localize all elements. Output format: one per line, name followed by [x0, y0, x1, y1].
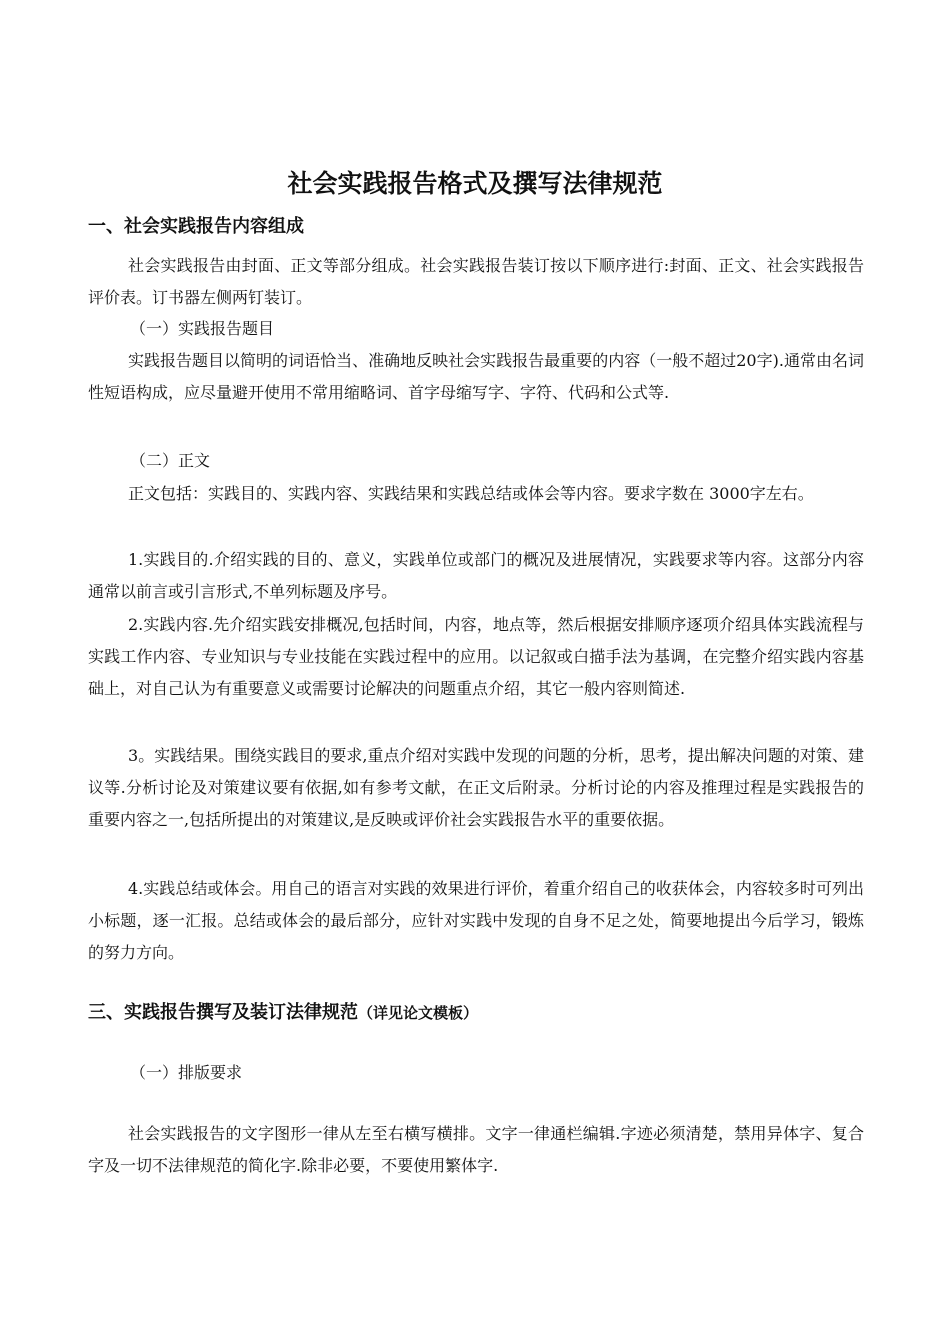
item-purpose-paragraph: 1.实践目的.介绍实践的目的、意义，实践单位或部门的概况及进展情况，实践要求等内容。这部分内容通常以前言或引言形式,不单列标题及序号。 [88, 550, 864, 601]
subsection-heading-body: （二）正文 [130, 451, 211, 470]
section-1-intro-paragraph: 社会实践报告由封面、正文等部分组成。社会实践报告装订按以下顺序进行:封面、正文、社会实践报告评价表。订书器左侧两钉装订。 [88, 256, 864, 307]
section-3-heading-note: （详见论文模板） [358, 1004, 479, 1022]
section-heading-3 [88, 998, 888, 1028]
section-heading-1: 一、社会实践报告内容组成 [88, 216, 304, 237]
item-content-paragraph: 2.实践内容.先介绍实践安排概况,包括时间，内容，地点等，然后根据安排顺序逐项介绍具体实践流程与实践工作内容、专业知识与专业技能在实践过程中的应用。以记叙或白描手法为基调，在完整介绍实践内容基础上，对自己认为有重要意义或需要讨论解决的问题重点介绍，其它一般内容则简述. [88, 615, 864, 698]
body-intro-paragraph: 正文包括：实践目的、实践内容、实践结果和实践总结或体会等内容。要求字数在 3000字左右。 [128, 484, 814, 503]
subsection-heading-layout: （一）排版要求 [130, 1063, 243, 1082]
section-3-heading-text: 三、实践报告撰写及装订法律规范 [88, 1002, 358, 1023]
subsection-title-paragraph: 实践报告题目以简明的词语恰当、准确地反映社会实践报告最重要的内容（一般不超过20字).通常由名词性短语构成，应尽量避开使用不常用缩略词、首字母缩写字、字符、代码和公式等. [88, 351, 864, 402]
subsection-heading-title: （一）实践报告题目 [130, 319, 275, 338]
document-title: 社会实践报告格式及撰写法律规范 [287, 169, 663, 198]
item-result-paragraph: 3。实践结果。围绕实践目的要求,重点介绍对实践中发现的问题的分析，思考，提出解决问题的对策、建议等.分析讨论及对策建议要有依据,如有参考文献，在正文后附录。分析讨论的内容及推理过程是实践报告的重要内容之一,包括所提出的对策建议,是反映或评价社会实践报告水平的重要依据。 [88, 746, 864, 829]
item-summary-paragraph: 4.实践总结或体会。用自己的语言对实践的效果进行评价，着重介绍自己的收获体会，内容较多时可列出小标题，逐一汇报。总结或体会的最后部分，应针对实践中发现的自身不足之处，简要地提出今后学习，锻炼的努力方向。 [88, 879, 864, 962]
layout-requirements-paragraph: 社会实践报告的文字图形一律从左至右横写横排。文字一律通栏编辑.字迹必须清楚，禁用异体字、复合字及一切不法律规范的简化字.除非必要，不要使用繁体字. [88, 1124, 864, 1175]
